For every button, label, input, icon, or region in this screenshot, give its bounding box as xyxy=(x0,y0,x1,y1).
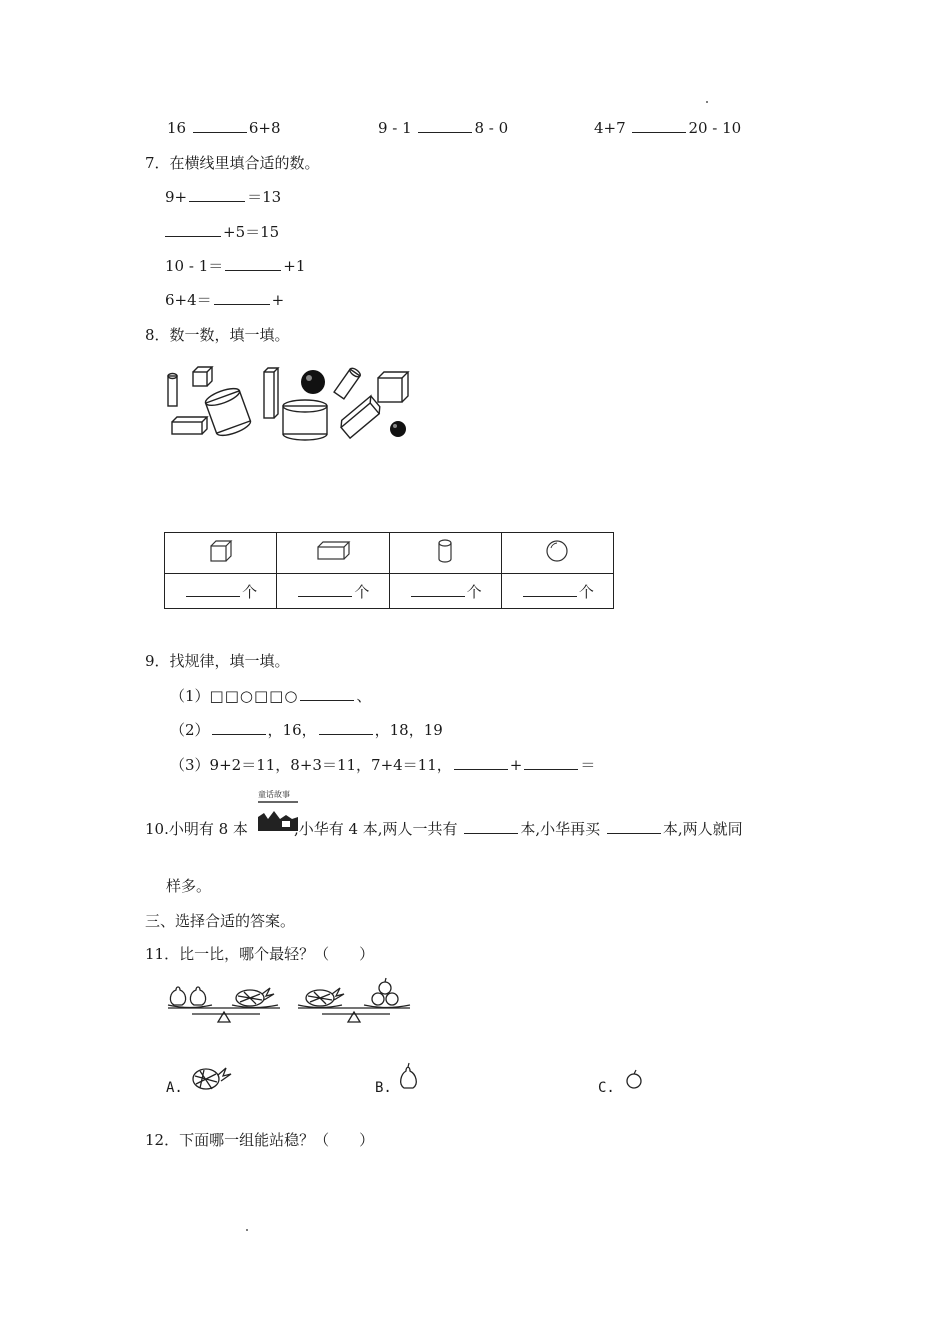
compare-item-b xyxy=(378,118,508,138)
q7-line3-blank[interactable] xyxy=(225,256,281,271)
section-3-title: 三、选择合适的答案。 xyxy=(145,912,296,930)
q7-line-2 xyxy=(165,222,279,242)
option-a-label: A. xyxy=(166,1080,183,1096)
cuboid-icon xyxy=(316,541,350,561)
q7-line-3 xyxy=(165,256,305,276)
answer-cell-cuboid xyxy=(277,574,389,609)
q7-line2-blank[interactable] xyxy=(165,222,221,237)
page-dot-top xyxy=(706,101,708,103)
q10-line-1 xyxy=(145,819,743,839)
pear-icon xyxy=(399,1062,419,1090)
page-dot-bottom xyxy=(246,1229,248,1231)
answer-cell-cylinder xyxy=(389,574,501,609)
q7-line2-right: +5＝15 xyxy=(223,223,280,241)
q7-line4-right: + xyxy=(271,291,285,309)
apple-icon xyxy=(624,1070,644,1090)
cuboid-icon xyxy=(264,368,278,418)
q9-p1-label: （1） xyxy=(170,687,210,705)
shape-count-table xyxy=(164,532,614,609)
cylinder-icon xyxy=(168,374,177,407)
q9-p3-label: （3） xyxy=(170,756,210,774)
book-title: 童话故事 xyxy=(258,790,290,799)
q9-p2-mid: ，16， xyxy=(267,721,317,739)
pineapple-icon xyxy=(190,1062,232,1092)
cylinder-icon xyxy=(437,539,453,563)
sphere-count-blank[interactable] xyxy=(523,582,577,597)
balance-scale-icon xyxy=(298,978,410,1022)
apple-icon xyxy=(379,982,391,994)
pineapple-icon xyxy=(236,988,274,1006)
solid-shapes-illustration xyxy=(160,362,420,457)
q9-p2-blank-1[interactable] xyxy=(212,720,266,735)
q9-p3-text: 9+2＝11，8+3＝11，7+4＝11， xyxy=(209,756,452,774)
sphere-icon xyxy=(301,370,325,394)
cuboid-icon xyxy=(338,396,383,438)
unit-label: 个 xyxy=(242,582,258,601)
q9-p3-plus: + xyxy=(509,756,523,774)
q10-part2: ,小华有 4 本,两人一共有 xyxy=(293,820,463,838)
unit-label: 个 xyxy=(354,582,370,601)
q9-title: 9．找规律，填一填。 xyxy=(145,652,290,670)
apple-icon xyxy=(372,993,384,1005)
compare-c-left: 4+7 xyxy=(594,119,626,137)
q9-part-3 xyxy=(170,755,595,775)
table-cell-cylinder xyxy=(389,533,501,574)
cuboid-icon xyxy=(172,417,207,434)
compare-a-right: 6+8 xyxy=(248,119,281,137)
q7-line3-left: 10 - 1＝ xyxy=(165,257,224,275)
sphere-icon xyxy=(390,421,406,437)
option-a[interactable] xyxy=(166,1077,183,1098)
compare-b-right: 8 - 0 xyxy=(474,119,509,137)
q7-line1-left: 9+ xyxy=(165,188,188,206)
compare-c-blank[interactable] xyxy=(632,118,686,133)
q10-blank-total[interactable] xyxy=(464,819,518,834)
shape-pattern: □□○□□○ xyxy=(209,687,299,705)
q9-part-2 xyxy=(170,720,443,740)
compare-b-blank[interactable] xyxy=(418,118,472,133)
cylinder-icon xyxy=(283,400,327,440)
q7-title: 7．在横线里填合适的数。 xyxy=(145,154,320,172)
apple-icon xyxy=(386,993,398,1005)
pineapple-icon xyxy=(306,988,344,1006)
q9-p2-blank-2[interactable] xyxy=(319,720,373,735)
q7-line4-left: 6+4＝ xyxy=(165,291,212,309)
q9-p3-blank-1[interactable] xyxy=(454,755,508,770)
cube-icon xyxy=(193,367,212,386)
q8-title: 8．数一数，填一填。 xyxy=(145,326,290,344)
q9-p2-tail: ，18，19 xyxy=(374,721,443,739)
table-cell-sphere xyxy=(501,533,613,574)
unit-label: 个 xyxy=(578,582,594,601)
q9-part-1 xyxy=(170,686,371,706)
compare-b-left: 9 - 1 xyxy=(378,119,412,137)
q7-line1-right: ＝13 xyxy=(247,188,282,206)
q7-line3-right: +1 xyxy=(283,257,306,275)
cylinder-icon xyxy=(334,367,362,399)
table-cell-cube xyxy=(165,533,277,574)
pear-icon xyxy=(190,987,205,1005)
cube-icon xyxy=(209,540,233,562)
option-c[interactable] xyxy=(598,1077,615,1098)
q9-p3-eq: ＝ xyxy=(580,756,596,774)
q7-line4-blank[interactable] xyxy=(214,290,270,305)
q7-line-4 xyxy=(165,290,284,310)
q9-p1-blank[interactable] xyxy=(300,686,354,701)
answer-cell-sphere xyxy=(501,574,613,609)
q10-part1: 10.小明有 8 本 xyxy=(145,820,248,838)
cuboid-count-blank[interactable] xyxy=(298,582,352,597)
answer-cell-cube xyxy=(165,574,277,609)
q10-line-2: 样多。 xyxy=(166,877,212,895)
compare-c-right: 20 - 10 xyxy=(688,119,742,137)
q10-blank-more[interactable] xyxy=(607,819,661,834)
q7-line-1 xyxy=(165,187,281,207)
q12-title: 12．下面哪一组能站稳？（ ） xyxy=(145,1131,375,1149)
q11-title: 11．比一比，哪个最轻？（ ） xyxy=(145,945,375,963)
compare-item-a xyxy=(167,118,281,138)
unit-label: 个 xyxy=(466,582,482,601)
cube-icon xyxy=(378,372,408,402)
compare-a-left: 16 xyxy=(167,119,187,137)
table-cell-cuboid xyxy=(277,533,389,574)
compare-a-blank[interactable] xyxy=(193,118,247,133)
cylinder-count-blank[interactable] xyxy=(411,582,465,597)
q9-p3-blank-2[interactable] xyxy=(524,755,578,770)
balance-scale-icon xyxy=(168,987,280,1022)
balance-scales-illustration xyxy=(160,972,420,1030)
sphere-icon xyxy=(545,539,569,563)
q7-line1-blank[interactable] xyxy=(189,187,245,202)
pear-icon xyxy=(170,987,185,1005)
cube-count-blank[interactable] xyxy=(186,582,240,597)
cylinder-icon xyxy=(204,385,253,439)
option-b[interactable] xyxy=(375,1077,392,1098)
option-b-label: B. xyxy=(375,1080,392,1096)
option-c-label: C. xyxy=(598,1080,615,1096)
q9-p1-tail: 、 xyxy=(356,687,372,705)
q9-p2-label: （2） xyxy=(170,721,210,739)
q10-part4: 本,两人就同 xyxy=(662,820,743,838)
q10-part3: 本,小华再买 xyxy=(520,820,605,838)
compare-item-c xyxy=(594,118,741,138)
